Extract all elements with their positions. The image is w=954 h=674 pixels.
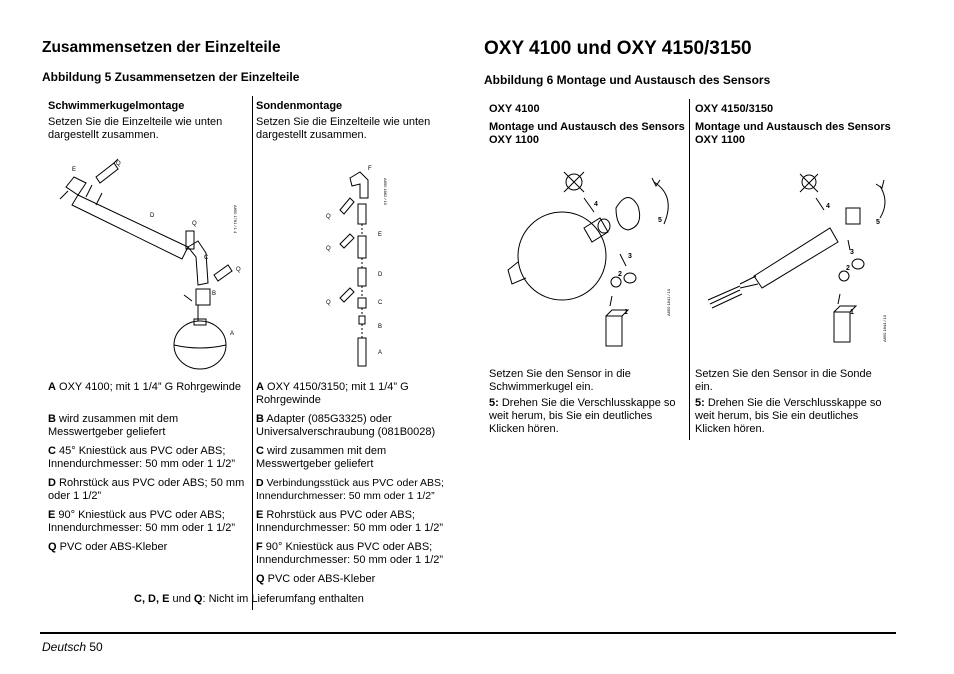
sensor-4150 xyxy=(834,312,850,342)
col-probe-intro: Setzen Sie die Einzelteile wie unten dargestellt zusammen. xyxy=(256,116,431,141)
parts-footnote: C, D, E und Q: Nicht im Lieferumfang enthalten xyxy=(134,593,364,605)
oxy4100-step5: 5: Drehen Sie die Verschlusskappe so weit herum, bis Sie ein deutliches Klicken hören. xyxy=(489,397,676,435)
col-oxy4100-head: Montage und Austausch des Sensors OXY 1100 xyxy=(489,121,685,146)
fig5a-label-E: E xyxy=(72,167,77,173)
part-probe-D: D Verbindungsstück aus PVC oder ABS; Innendurchmesser: 50 mm oder 1 1/2” xyxy=(256,477,444,502)
fig5a-label-C: C xyxy=(204,255,209,261)
fig5b-code: A850 1882 / 10 xyxy=(383,178,388,206)
fig5b-label-F: F xyxy=(368,166,372,172)
fig5b-label-A: A xyxy=(378,350,383,356)
oxy4100-sensor-drawing xyxy=(504,166,684,356)
oxy4150-step5: 5: Drehen Sie die Verschlusskappe so weit herum, bis Sie ein deutliches Klicken hören. xyxy=(695,397,882,435)
fig6b-step-1: 1 xyxy=(850,309,854,316)
elbow-45-shape xyxy=(188,241,208,285)
section-title-left: Zusammensetzen der Einzelteile xyxy=(42,39,281,56)
part-float-C: C 45° Kniestück aus PVC oder ABS; Innendurchmesser: 50 mm oder 1 1/2” xyxy=(48,445,236,470)
pipe-shape xyxy=(72,195,188,259)
fig5b-label-Q2: Q xyxy=(326,246,331,252)
fig5a-label-Q3: Q xyxy=(236,267,241,273)
table-divider-left xyxy=(252,96,253,610)
footer-rule xyxy=(40,632,896,634)
fig6a-step-3: 3 xyxy=(628,253,632,260)
cross-mark xyxy=(564,172,584,192)
sensor-probe xyxy=(358,338,366,366)
figure6-caption: Abbildung 6 Montage und Austausch des Sensors xyxy=(484,73,771,87)
sensor-4100 xyxy=(606,316,622,346)
fig6a-step-5: 5 xyxy=(658,217,662,224)
adapter-shape xyxy=(196,289,210,305)
col-oxy4100-model: OXY 4100 xyxy=(489,103,540,115)
col-oxy4150-model: OXY 4150/3150 xyxy=(695,103,774,115)
glue-tube-3 xyxy=(214,265,232,281)
col-float-intro: Setzen Sie die Einzelteile wie unten dargestellt zusammen. xyxy=(48,116,223,141)
fig6a-step-2: 2 xyxy=(618,271,622,278)
rotate-arrow-2 xyxy=(880,186,885,218)
fig5a-code: A850 1781 / 1 4 xyxy=(233,205,238,234)
table-divider-right xyxy=(689,99,690,440)
oxy4100-text: Setzen Sie den Sensor in die Schwimmerkugel ein. xyxy=(489,368,631,393)
part-probe-F: F 90° Kniestück aus PVC oder ABS; Innendurchmesser: 50 mm oder 1 1/2” xyxy=(256,541,444,566)
footer-page: Deutsch 50 xyxy=(42,640,103,654)
part-probe-E: E Rohrstück aus PVC oder ABS; Innendurchmesser: 50 mm oder 1 1/2” xyxy=(256,509,444,534)
fig5a-label-Q2: Q xyxy=(192,221,197,227)
fig5b-label-B: B xyxy=(378,324,383,330)
col-float-head: Schwimmerkugelmontage xyxy=(48,100,185,112)
fig5b-label-Q1: Q xyxy=(326,214,331,220)
part-probe-B: B Adapter (085G3325) oder Universalverschraubung (081B0028) xyxy=(256,413,436,438)
elbow-90-shape xyxy=(66,177,86,195)
fig6b-step-4: 4 xyxy=(826,203,830,210)
section-title-right: OXY 4100 und OXY 4150/3150 xyxy=(484,38,752,59)
fig6b-step-3: 3 xyxy=(850,249,854,256)
part-float-B: B wird zusammen mit dem Messwertgeber geliefert xyxy=(48,413,179,438)
fig5a-label-D: D xyxy=(150,213,155,219)
coupler-probe xyxy=(358,268,366,286)
elbow-90-probe xyxy=(350,172,368,198)
oxy4150-text: Setzen Sie den Sensor in die Sonde ein. xyxy=(695,368,872,393)
part-float-D: D Rohrstück aus PVC oder ABS; 50 mm oder 1 1/2” xyxy=(48,477,245,502)
probe-assembly-drawing xyxy=(320,158,400,374)
part-probe-Q: Q PVC oder ABS-Kleber xyxy=(256,573,376,585)
fig6b-code: A850 1844 / 10 xyxy=(882,314,887,342)
float-assembly-drawing xyxy=(48,155,248,375)
col-probe-head: Sondenmontage xyxy=(256,100,343,112)
part-float-A: A OXY 4100; mit 1 1/4” G Rohrgewinde xyxy=(48,381,242,393)
fig6a-code: A850 1841 / 10 xyxy=(666,288,671,316)
float-ball-4100 xyxy=(518,212,606,300)
fig5b-label-Q3: Q xyxy=(326,300,331,306)
fig5a-label-Q1: Q xyxy=(116,161,121,167)
fig5b-label-D: D xyxy=(378,272,383,278)
fig5b-label-E: E xyxy=(378,232,383,238)
pipe-probe xyxy=(358,236,366,258)
fig5a-label-B: B xyxy=(212,291,217,297)
probe-body-4150 xyxy=(754,228,838,288)
glue-tube-1 xyxy=(96,163,118,183)
fig5a-label-A: A xyxy=(230,331,235,337)
fig5b-label-C: C xyxy=(378,300,383,306)
fig6a-step-1: 1 xyxy=(624,309,628,316)
fig6b-step-5: 5 xyxy=(876,219,880,226)
figure5-caption: Abbildung 5 Zusammensetzen der Einzelteile xyxy=(42,70,300,84)
part-probe-A: A OXY 4150/3150; mit 1 1/4” G Rohrgewinde xyxy=(256,381,409,406)
cap-4100 xyxy=(616,197,640,230)
cap-4150 xyxy=(846,208,860,224)
part-float-Q: Q PVC oder ABS-Kleber xyxy=(48,541,168,553)
part-float-E: E 90° Kniestück aus PVC oder ABS; Innendurchmesser: 50 mm oder 1 1/2” xyxy=(48,509,236,534)
col-oxy4150-head: Montage und Austausch des Sensors OXY 1100 xyxy=(695,121,891,146)
fig6a-step-4: 4 xyxy=(594,201,598,208)
oxy4150-sensor-drawing xyxy=(700,166,890,356)
part-probe-C: C wird zusammen mit dem Messwertgeber geliefert xyxy=(256,445,387,470)
float-ball xyxy=(174,321,226,369)
fig6b-step-2: 2 xyxy=(846,265,850,272)
